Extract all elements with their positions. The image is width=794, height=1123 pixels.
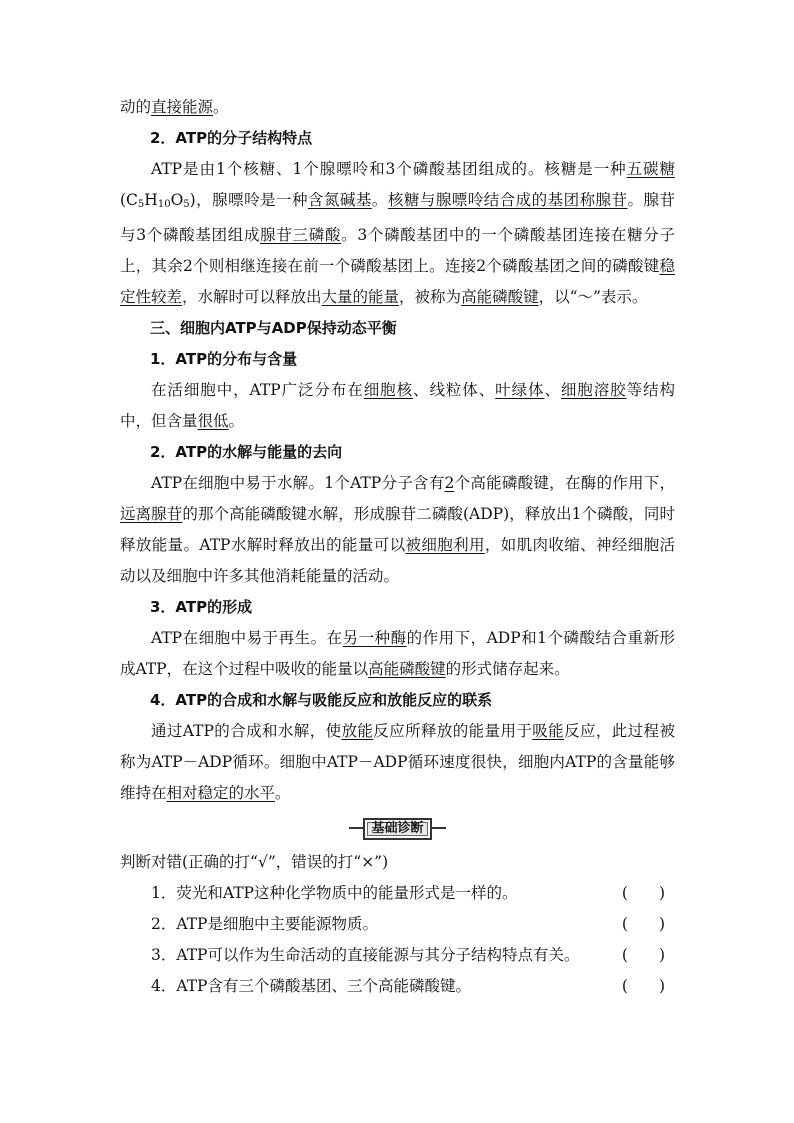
paragraph-structure: ATP是由1个核糖、1个腺嘌呤和3个磷酸基团组成的。核糖是一种五碳糖$(C_5H_{10}O_5)$，腺嘌呤是一种含氮碱基。核糖与腺嘌呤结合成的基团称腺苷。腺苷与3个磷酸基团组成腺苷三磷酸。3个磷酸基团中的一个磷酸基团连接在糖分子上，其余2个则相继连接在前一个磷酸基团上。连接2个磷酸基团之间的磷酸键稳定性较差，水解时可以释放出大量的能量，被称为高能磷酸键，以“～”表示。	[120, 160, 675, 306]
answer-blank[interactable]: ( )	[621, 884, 665, 902]
section-heading: 4．ATP的合成和水解与吸能反应和放能反应的联系	[150, 691, 493, 709]
intro-line: 动的直接能源。	[120, 98, 229, 116]
answer-blank[interactable]: ( )	[621, 915, 665, 933]
diagnosis-banner	[120, 817, 675, 841]
paragraph-formation: ATP在细胞中易于再生。在另一种酶的作用下，ADP和1个磷酸结合重新形成ATP，在这个过程中吸收的能量以高能磷酸键的形式储存起来。	[120, 629, 675, 678]
answer-blank[interactable]: ( )	[621, 977, 665, 995]
paragraph-distribution: 在活细胞中，ATP广泛分布在细胞核、线粒体、叶绿体、细胞溶胶等结构中，但含量很低。	[120, 381, 675, 430]
section-heading: 2．ATP的分子结构特点	[150, 129, 313, 147]
answer-blank[interactable]: ( )	[621, 946, 665, 964]
paragraph-cycle: 通过ATP的合成和水解，使放能反应所释放的能量用于吸能反应，此过程被称为ATP－ADP循环。细胞中ATP－ADP循环速度很快，细胞内ATP的含量能够维持在相对稳定的水平。	[120, 722, 675, 802]
question-item: 3．ATP可以作为生命活动的直接能源与其分子结构特点有关。 ( )	[120, 940, 675, 971]
section-heading: 2．ATP的水解与能量的去向	[150, 443, 343, 461]
question-item: 2．ATP是细胞中主要能源物质。 ( )	[120, 909, 675, 940]
part-heading: 三、细胞内ATP与ADP保持动态平衡	[150, 319, 397, 337]
judge-instructions: 判断对错(正确的打“√”，错误的打“×”)	[120, 853, 389, 871]
section-heading: 3．ATP的形成	[150, 598, 253, 616]
diagnosis-badge: 基础诊断	[363, 818, 431, 840]
question-item: 1．荧光和ATP这种化学物质中的能量形式是一样的。 ( )	[120, 878, 675, 909]
section-heading: 1．ATP的分布与含量	[150, 350, 298, 368]
paragraph-hydrolysis: ATP在细胞中易于水解。1个ATP分子含有2个高能磷酸键，在酶的作用下，远离腺苷的那个高能磷酸键水解，形成腺苷二磷酸(ADP)，释放出1个磷酸，同时释放能量。ATP水解时释放出的能量可以被细胞利用，如肌肉收缩、神经细胞活动以及细胞中许多其他消耗能量的活动。	[120, 474, 675, 585]
question-item: 4．ATP含有三个磷酸基团、三个高能磷酸键。 ( )	[120, 971, 675, 1002]
document-body	[120, 92, 675, 1002]
